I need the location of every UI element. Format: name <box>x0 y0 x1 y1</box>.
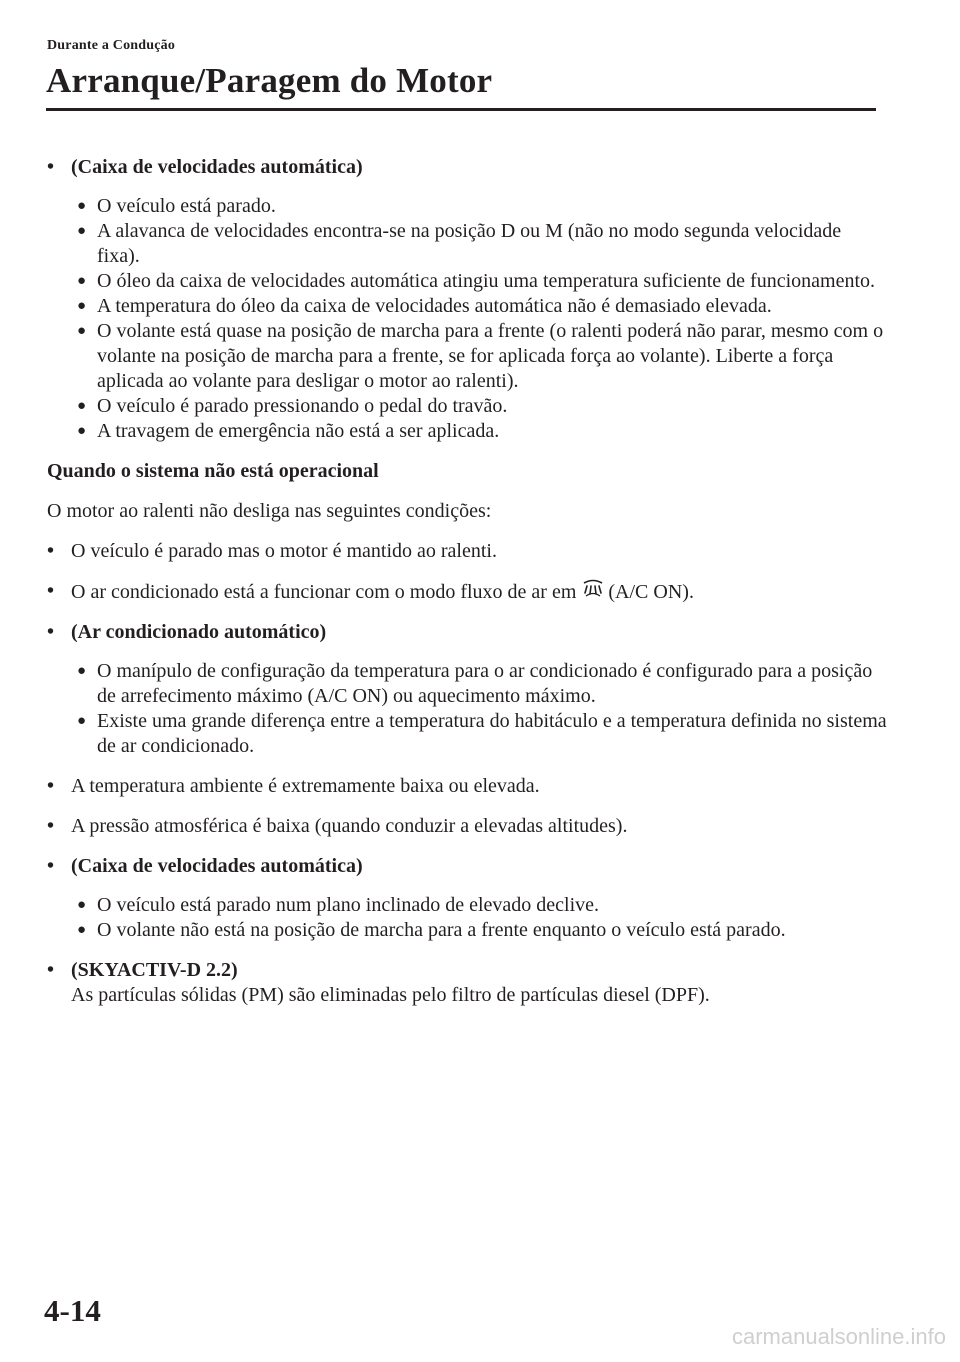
section-intro: O motor ao ralenti não desliga nas seguintes condições: <box>47 500 492 522</box>
condition-item <box>47 539 887 564</box>
condition-heading: (SKYACTIV-D 2.2) <box>71 959 238 981</box>
condition-heading: (Ar condicionado automático) <box>71 621 327 643</box>
page-title: Arranque/Paragem do Motor <box>46 61 493 100</box>
section-label: Durante a Condução <box>47 38 176 53</box>
condition-text-suffix: (A/C ON). <box>608 581 694 603</box>
bullet-icon: ● <box>77 663 87 679</box>
sub-list-item <box>47 219 887 269</box>
bullet-icon: • <box>47 540 55 562</box>
sub-list-item <box>47 294 887 319</box>
sub-item-text: A travagem de emergência não está a ser aplicada. <box>97 420 500 442</box>
page-number: 4-14 <box>44 1293 101 1328</box>
condition-item <box>47 774 887 799</box>
bullet-icon: ● <box>77 423 87 439</box>
section-heading: Quando o sistema não está operacional <box>47 460 379 482</box>
sub-item-text: O volante não está na posição de marcha para a frente enquanto o veículo está parado. <box>97 919 786 941</box>
sub-item-text: Existe uma grande diferença entre a temperatura do habitáculo e a temperatura definida no sistema de ar condicionado. <box>97 710 887 757</box>
sub-item-text: O veículo é parado pressionando o pedal do travão. <box>97 395 508 417</box>
condition-item <box>47 958 887 1008</box>
condition-item <box>47 854 887 879</box>
bullet-icon: • <box>47 621 55 643</box>
sub-item-text: A temperatura do óleo da caixa de velocidades automática não é demasiado elevada. <box>97 295 772 317</box>
bullet-icon: • <box>47 855 55 877</box>
bullet-icon: ● <box>77 398 87 414</box>
bullet-icon: • <box>47 156 55 178</box>
bullet-icon: • <box>47 815 55 837</box>
sub-list-item <box>47 319 887 394</box>
sub-item-text: O veículo está parado. <box>97 195 276 217</box>
bullet-icon: ● <box>77 223 87 239</box>
sub-item-text: O veículo está parado num plano inclinado de elevado declive. <box>97 894 600 916</box>
sub-item-text: O manípulo de configuração da temperatura para o ar condicionado é configurado para a posição de arrefecimento máximo (A/C ON) ou aquecimento máximo. <box>97 660 873 707</box>
sub-list-item <box>47 269 887 294</box>
condition-text: A temperatura ambiente é extremamente baixa ou elevada. <box>71 775 540 797</box>
sub-list-item <box>47 918 887 943</box>
watermark: carmanualsonline.info <box>731 1324 946 1349</box>
sub-list-item <box>47 659 887 709</box>
defroster-airflow-icon <box>582 579 604 599</box>
sub-item-text: O óleo da caixa de velocidades automática atingiu uma temperatura suficiente de funcionamento. <box>97 270 876 292</box>
condition-item <box>47 579 887 605</box>
bullet-icon: ● <box>77 273 87 289</box>
content <box>47 155 887 1008</box>
bullet-icon: ● <box>77 323 87 339</box>
sub-item-text: O volante está quase na posição de marcha para a frente (o ralenti poderá não parar, mesmo com o volante na posição de marcha para a frente, se for aplicada força ao volante). Liberte a força aplicada ao volante para desligar o motor ao ralenti). <box>97 320 884 392</box>
condition-item <box>47 620 887 645</box>
bullet-icon: ● <box>77 298 87 314</box>
sub-list-item <box>47 709 887 759</box>
bullet-icon: ● <box>77 198 87 214</box>
sub-list-item <box>47 893 887 918</box>
bullet-icon: ● <box>77 713 87 729</box>
bullet-icon: ● <box>77 897 87 913</box>
sub-list-item <box>47 194 887 219</box>
sub-list-item <box>47 394 887 419</box>
sub-item-text: A alavanca de velocidades encontra-se na posição D ou M (não no modo segunda velocidade fixa). <box>97 220 842 267</box>
title-divider <box>46 108 876 111</box>
bullet-icon: • <box>47 775 55 797</box>
bullet-icon: ● <box>77 922 87 938</box>
bullet-icon: • <box>47 580 55 602</box>
condition-text: A pressão atmosférica é baixa (quando conduzir a elevadas altitudes). <box>71 815 628 837</box>
condition-text: O veículo é parado mas o motor é mantido ao ralenti. <box>71 540 497 562</box>
bullet-icon: • <box>47 959 55 981</box>
block1-heading: (Caixa de velocidades automática) <box>71 156 363 178</box>
list-item-heading <box>47 155 887 180</box>
condition-heading: (Caixa de velocidades automática) <box>71 855 363 877</box>
condition-text: As partículas sólidas (PM) são eliminadas pelo filtro de partículas diesel (DPF). <box>71 984 710 1006</box>
sub-list-item <box>47 419 887 444</box>
condition-text: O ar condicionado está a funcionar com o modo fluxo de ar em <box>71 581 577 603</box>
condition-item <box>47 814 887 839</box>
